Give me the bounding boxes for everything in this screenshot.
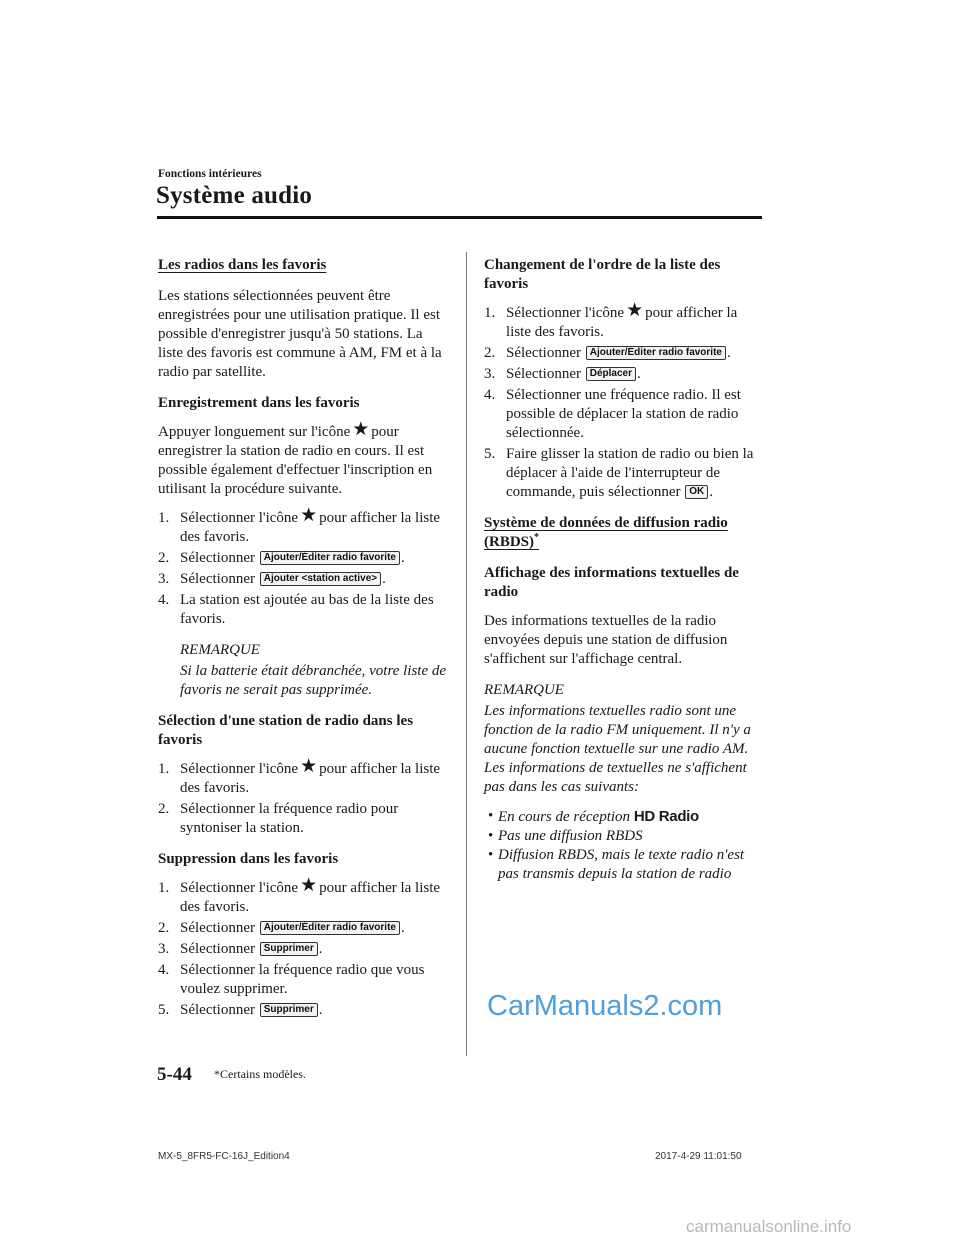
heading-select-station: Sélection d'une station de radio dans les favoris — [158, 713, 414, 748]
column-divider — [466, 252, 467, 1056]
heading-reorder: Changement de l'ordre de la liste des favoris — [484, 257, 721, 292]
heading-text-info: Affichage des informations textuelles de radio — [484, 565, 739, 600]
star-icon: ★ — [626, 300, 644, 321]
list-item: 5. Sélectionner Supprimer . — [158, 1002, 323, 1018]
favorites-intro: Les stations sélectionnées peuvent être enregistrées pour une utilisation pratique. Il est possible d'enregistrer jusqu'à 50 stations. La liste des favoris est commune à AM, FM et à la radio par satellite. — [158, 288, 442, 380]
list-item: 2. Sélectionner Ajouter/Éditer radio favorite . — [158, 920, 405, 936]
register-steps — [158, 505, 448, 629]
list-item: 2. Sélectionner Ajouter/Éditer radio favorite . — [484, 345, 731, 361]
list-item: • En cours de réception HD Radio — [488, 808, 699, 825]
list-item: 1. Sélectionner l'icône ★ pour afficher la liste des favoris. — [158, 756, 441, 796]
timestamp: 2017-4-29 11:01:50 — [655, 1151, 742, 1162]
list-item: 4. La station est ajoutée au bas de la liste des favoris. — [158, 592, 434, 627]
left-column — [158, 252, 448, 1028]
star-icon: ★ — [300, 875, 318, 896]
star-icon: ★ — [300, 505, 318, 526]
text-info-intro: Des informations textuelles de la radio envoyées depuis une station de diffusion s'affichent sur l'affichage central. — [484, 613, 728, 667]
add-edit-favorite-button: Ajouter/Éditer radio favorite — [260, 921, 400, 935]
list-item: • Diffusion RBDS, mais le texte radio n'est pas transmis depuis la station de radio — [488, 847, 745, 882]
list-item: 3. Sélectionner Déplacer . — [484, 366, 641, 382]
page-title: Système audio — [156, 182, 313, 209]
list-item: 1. Sélectionner l'icône ★ pour afficher la liste des favoris. — [158, 505, 441, 545]
page-number: 5-44 — [157, 1064, 192, 1085]
hd-radio-logo: HD Radio — [633, 808, 699, 825]
list-item: 1. Sélectionner l'icône ★ pour afficher la liste des favoris. — [484, 300, 738, 340]
add-edit-favorite-button: Ajouter/Éditer radio favorite — [260, 551, 400, 565]
note-rbds: REMARQUE Les informations textuelles radio sont une fonction de la radio FM uniquement. Il n'y a aucune fonction textuelle sur une radio AM. Les informations de textuelles ne s'affichent pas dans les cas suivants: — [484, 682, 751, 795]
section-label: Fonctions intérieures — [158, 168, 262, 180]
move-button: Déplacer — [586, 367, 636, 381]
heading-rbds: Système de données de diffusion radio (RBDS)* — [484, 515, 728, 550]
delete-steps — [158, 875, 448, 1020]
ok-button: OK — [685, 485, 708, 499]
list-item: 5. Faire glisser la station de radio ou bien la déplacer à l'aide de l'interrupteur de commande, puis sélectionner OK . — [484, 446, 754, 500]
reorder-steps — [484, 300, 764, 502]
list-item: 1. Sélectionner l'icône ★ pour afficher la liste des favoris. — [158, 875, 441, 915]
right-column — [484, 252, 764, 884]
header-rule — [157, 216, 762, 219]
select-steps — [158, 756, 448, 838]
list-item: 2. Sélectionner la fréquence radio pour syntoniser la station. — [158, 801, 399, 836]
rbds-cases — [484, 807, 764, 884]
star-icon: ★ — [352, 419, 370, 440]
delete-button: Supprimer — [260, 942, 318, 956]
watermark: CarManuals2.com — [487, 990, 723, 1022]
star-icon: ★ — [300, 756, 318, 777]
add-active-station-button: Ajouter <station active> — [260, 572, 381, 586]
list-item: 3. Sélectionner Supprimer . — [158, 941, 323, 957]
register-intro: Appuyer longuement sur l'icône ★ pour enregistrer la station de radio en cours. Il est possible également d'effectuer l'inscription en utilisant la procédure suivante. — [158, 419, 433, 497]
site-watermark: carmanualsonline.info — [686, 1217, 852, 1236]
add-edit-favorite-button: Ajouter/Éditer radio favorite — [586, 346, 726, 360]
heading-delete: Suppression dans les favoris — [158, 851, 339, 867]
heading-register: Enregistrement dans les favoris — [158, 395, 360, 411]
list-item: 2. Sélectionner Ajouter/Éditer radio favorite . — [158, 550, 405, 566]
list-item: 4. Sélectionner la fréquence radio que vous voulez supprimer. — [158, 962, 425, 997]
list-item: • Pas une diffusion RBDS — [488, 828, 643, 844]
note-battery: REMARQUE Si la batterie était débranchée, votre liste de favoris ne serait pas supprimée. — [180, 642, 447, 698]
document-id: MX-5_8FR5-FC-16J_Edition4 — [158, 1151, 290, 1162]
delete-button: Supprimer — [260, 1003, 318, 1017]
footnote: *Certains modèles. — [214, 1067, 306, 1081]
heading-favorites: Les radios dans les favoris — [158, 257, 327, 273]
list-item: 3. Sélectionner Ajouter <station active> . — [158, 571, 386, 587]
list-item: 4. Sélectionner une fréquence radio. Il est possible de déplacer la station de radio sélectionnée. — [484, 387, 741, 441]
